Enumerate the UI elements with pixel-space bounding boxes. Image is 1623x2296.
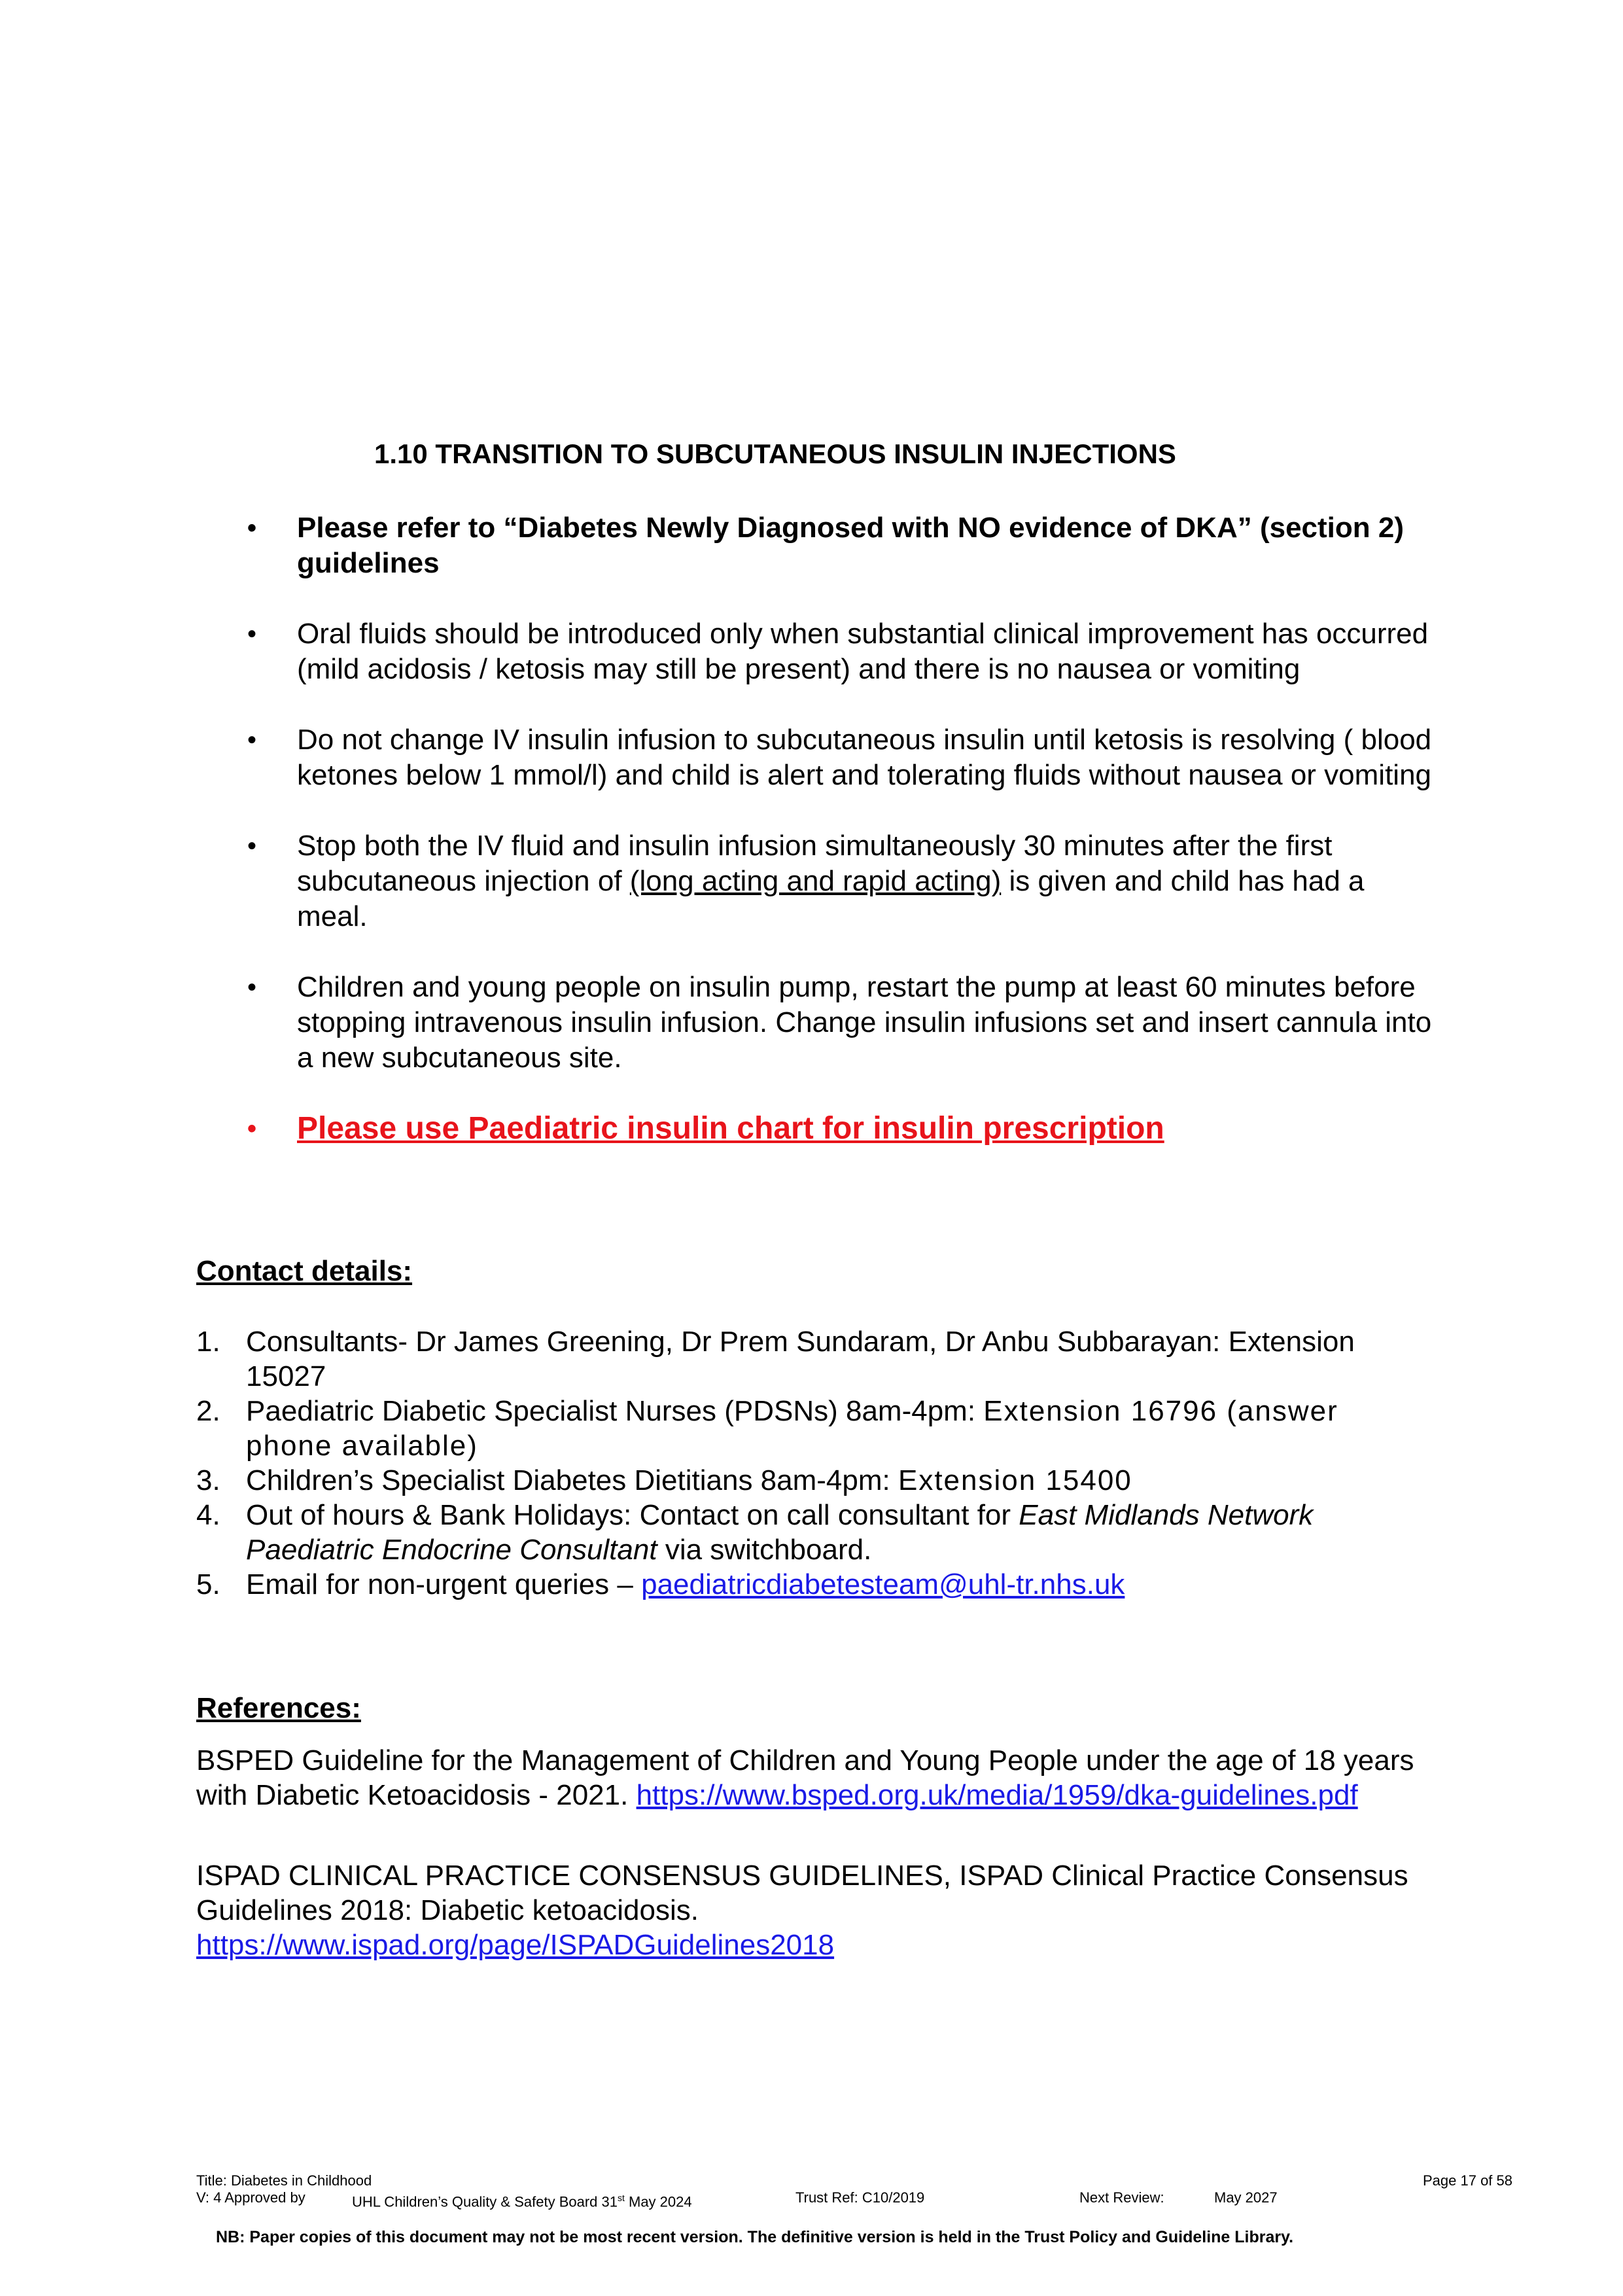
list-number: 3. [196,1464,220,1496]
contact-list [196,1324,1387,1602]
footer-title: Title: Diabetes in Childhood [196,2172,372,2189]
guidance-bullet-list [196,510,1439,1182]
reference-text: ISPAD CLINICAL PRACTICE CONSENSUS GUIDELINES, ISPAD Clinical Practice Consensus Guidelines 2018: Diabetic ketoacidosis. [196,1860,1408,1926]
email-link[interactable]: paediatricdiabetesteam@uhl-tr.nhs.uk [641,1568,1125,1600]
bullet-icon: • [247,832,257,860]
bullet-underlined-text: (long acting and rapid acting) [629,865,1002,897]
references-heading: References: [196,1692,361,1724]
footer-trust-ref: Trust Ref: C10/2019 [795,2189,925,2206]
reference-ispad [196,1858,1439,1962]
reference-bsped [196,1743,1439,1812]
ispad-link[interactable]: https://www.ispad.org/page/ISPADGuidelines2018 [196,1929,835,1961]
bullet-icon: • [247,514,257,542]
footer-page-number: Page 17 of 58 [1423,2172,1513,2189]
reference-text: BSPED Guideline for the Management of Children and Young People under the age of 18 years with Diabetic Ketoacidosis - 2021. [196,1744,1414,1811]
contact-text: Paediatric Diabetic Specialist Nurses (PDSNs) 8am-4pm: [246,1395,984,1427]
contact-text: via switchboard. [657,1534,872,1566]
bullet-icon: • [247,973,257,1002]
footer-next-review-date: May 2027 [1214,2189,1278,2206]
bullet-text: Children and young people on insulin pump, restart the pump at least 60 minutes before stopping intravenous insulin infusion. Change insulin infusions set and insert cannula into a new subcutaneous site. [297,971,1432,1074]
bullet-text: Stop both the IV fluid and insulin infusion simultaneously 30 minutes after the first subcutaneous injection of [297,830,1333,897]
bullet-iv-insulin [196,722,1439,793]
contact-item-consultants [196,1324,1387,1394]
list-number: 1. [196,1326,220,1358]
bullet-insulin-pump [196,970,1439,1076]
footer-approved-by: UHL Children’s Quality & Safety Board 31st May 2024 [352,2193,692,2210]
contact-text: Consultants- Dr James Greening, Dr Prem Sundaram, Dr Anbu Subbarayan: Extension 15027 [246,1326,1355,1392]
bullet-text: Oral fluids should be introduced only when substantial clinical improvement has occurred (mild acidosis / ketosis may still be present) and there is no nausea or vomiting [297,618,1429,685]
contact-text: Email for non-urgent queries – [246,1568,642,1600]
contact-item-email [196,1567,1387,1602]
bullet-icon: • [247,726,257,754]
contact-details-heading: Contact details: [196,1255,413,1287]
bullet-stop-infusion [196,828,1439,934]
contact-text: Children’s Specialist Diabetes Dietitians 8am-4pm: [246,1464,898,1496]
list-number: 4. [196,1499,220,1531]
bullet-alert-text: Please use Paediatric insulin chart for insulin prescription [297,1111,1164,1146]
bullet-icon: • [247,1114,257,1143]
footer-nb-notice: NB: Paper copies of this document may not be most recent version. The definitive version is held in the Trust Policy and Guideline Library. [216,2228,1294,2246]
bullet-oral-fluids [196,616,1439,687]
contact-extension: Extension 16796 (answer phone available) [246,1395,1338,1462]
contact-item-dietitians [196,1463,1387,1498]
contact-extension: Extension 15400 [898,1464,1132,1496]
bullet-text: is given and child has had a meal. [297,865,1365,932]
bullet-refer-guideline [196,510,1439,581]
bullet-text: Do not change IV insulin infusion to subcutaneous insulin until ketosis is resolving ( blood ketones below 1 mmol/l) and child is alert and tolerating fluids without nausea or vomiting [297,724,1432,791]
contact-italic-text: East Midlands Network Paediatric Endocrine Consultant [246,1499,1314,1566]
bullet-icon: • [247,620,257,648]
bullet-text: Please refer to “Diabetes Newly Diagnosed with NO evidence of DKA” (section 2) guidelines [297,512,1405,579]
contact-text: Out of hours & Bank Holidays: Contact on call consultant for [246,1499,1019,1531]
bullet-insulin-chart-notice [196,1111,1439,1146]
list-number: 5. [196,1568,220,1600]
bsped-link[interactable]: https://www.bsped.org.uk/media/1959/dka-guidelines.pdf [636,1779,1358,1811]
section-title: 1.10 TRANSITION TO SUBCUTANEOUS INSULIN INJECTIONS [374,438,1176,469]
contact-item-out-of-hours [196,1498,1387,1567]
footer-version: V: 4 Approved by [196,2189,305,2206]
page-footer [196,2172,1524,2246]
list-number: 2. [196,1395,220,1427]
contact-item-pdsn [196,1394,1387,1463]
footer-next-review-label: Next Review: [1079,2189,1164,2206]
